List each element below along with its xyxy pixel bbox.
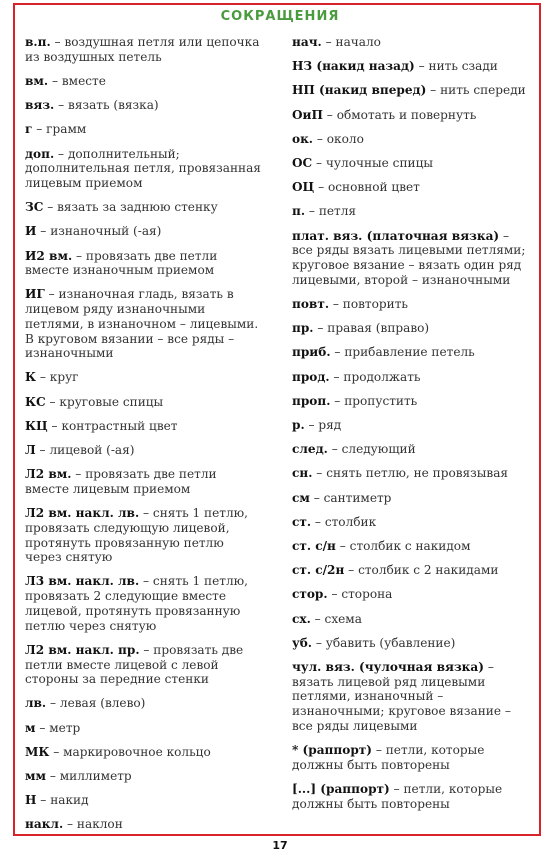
abbreviation-term: м bbox=[25, 720, 36, 735]
abbreviation-entry: И2 вм. – провязать две петли вместе изнаночным приемом bbox=[25, 248, 218, 278]
abbreviation-entry: доп. – дополнительный; дополнительная петля, провязанная лицевым приемом bbox=[25, 146, 261, 190]
abbreviation-definition: круговые спицы bbox=[59, 394, 164, 409]
abbreviation-entry: [...] (раппорт) – петли, которые должны быть повторены bbox=[292, 781, 503, 811]
abbreviation-term: Л2 вм. bbox=[25, 467, 72, 482]
abbreviation-entry: КС – круговые спицы bbox=[25, 394, 164, 409]
abbreviation-entry: стор. – сторона bbox=[292, 587, 393, 602]
abbreviation-term: ИГ bbox=[25, 287, 45, 302]
abbreviation-entry: проп. – пропустить bbox=[292, 393, 418, 408]
abbreviation-term: стор. bbox=[292, 587, 328, 602]
abbreviation-entry: см – сантиметр bbox=[292, 490, 392, 505]
abbreviation-definition: провязать две петли вместе изнаночным приемом bbox=[25, 248, 218, 278]
abbreviation-term: пр. bbox=[292, 321, 314, 336]
abbreviation-term: К bbox=[25, 370, 37, 385]
abbreviation-entry: И – изнаночный (-ая) bbox=[25, 224, 162, 239]
abbreviation-definition: петля bbox=[318, 204, 357, 219]
abbreviation-entry: НЗ (накид назад) – нить сзади bbox=[292, 59, 498, 74]
abbreviation-definition: провязать две петли вместе лицевым приемом bbox=[25, 467, 217, 496]
abbreviation-term: КЦ bbox=[25, 418, 48, 433]
abbreviation-definition: петли, которые должны быть повторены bbox=[292, 743, 485, 772]
abbreviation-definition: миллиметр bbox=[59, 769, 132, 784]
abbreviation-definition: снять 1 петлю, провязать следующую лицевой, протянуть провязанную петлю через снятую bbox=[25, 506, 249, 565]
abbreviation-entry: ст. с/н – столбик с накидом bbox=[292, 538, 471, 553]
abbreviation-term: сн. bbox=[292, 466, 313, 481]
abbreviation-definition: петли, которые должны быть повторены bbox=[292, 781, 503, 811]
abbreviations-left-column bbox=[25, 35, 261, 842]
abbreviation-term: прод. bbox=[292, 369, 330, 384]
abbreviation-entry: ИГ – изнаночная гладь, вязать в лицевом ряду изнаночными петлями, в изнаночном – лицевыми. В круговом вязании – все ряды – изнаночными bbox=[25, 287, 259, 361]
abbreviation-definition: нить сзади bbox=[428, 59, 498, 74]
abbreviation-term: ок. bbox=[292, 131, 314, 146]
abbreviation-term: сх. bbox=[292, 611, 311, 626]
abbreviation-term: ЗС bbox=[25, 200, 44, 215]
abbreviation-term: лв. bbox=[25, 696, 47, 711]
abbreviation-definition: маркировочное кольцо bbox=[63, 744, 211, 759]
abbreviation-entry: м – метр bbox=[25, 720, 81, 735]
abbreviation-definition: вязать за заднюю стенку bbox=[57, 200, 218, 215]
abbreviation-definition: вязать (вязка) bbox=[68, 98, 159, 113]
abbreviation-term: Л2 вм. накл. лв. bbox=[25, 506, 140, 521]
abbreviation-term: мм bbox=[25, 769, 47, 784]
abbreviation-definition: наклон bbox=[76, 817, 123, 832]
abbreviation-entry: ЗС – вязать за заднюю стенку bbox=[25, 200, 218, 215]
abbreviation-term: проп. bbox=[292, 393, 331, 408]
abbreviation-entry: ст. – столбик bbox=[292, 514, 377, 529]
abbreviation-term: чул. вяз. (чулочная вязка) bbox=[292, 659, 484, 674]
abbreviation-term: [...] (раппорт) bbox=[292, 781, 390, 796]
abbreviation-term: вм. bbox=[25, 73, 49, 88]
abbreviation-term: г bbox=[25, 122, 33, 137]
abbreviation-entry: плат. вяз. (платочная вязка) – все ряды вязать лицевыми петлями; круговое вязание – вязать один ряд лицевыми, второй – изнаночными bbox=[292, 228, 526, 287]
abbreviation-entry: ОиП – обмотать и повернуть bbox=[292, 107, 477, 122]
abbreviation-entry: нач. – начало bbox=[292, 35, 381, 49]
abbreviation-term: повт. bbox=[292, 296, 330, 311]
abbreviation-term: см bbox=[292, 490, 310, 505]
abbreviation-definition: продолжать bbox=[343, 369, 421, 384]
abbreviation-term: след. bbox=[292, 442, 328, 457]
abbreviation-term: ОиП bbox=[292, 107, 323, 122]
abbreviation-entry: ОС – чулочные спицы bbox=[292, 156, 433, 171]
abbreviations-right-column bbox=[292, 35, 528, 821]
abbreviation-term: * (раппорт) bbox=[292, 743, 372, 757]
abbreviation-term: накл. bbox=[25, 817, 64, 832]
abbreviation-definition: прибавление петель bbox=[344, 345, 475, 360]
abbreviation-definition: лицевой (-ая) bbox=[49, 443, 135, 458]
abbreviation-entry: вм. – вместе bbox=[25, 73, 106, 88]
abbreviation-entry: Л2 вм. – провязать две петли вместе лицевым приемом bbox=[25, 467, 217, 496]
abbreviation-definition: метр bbox=[49, 720, 81, 735]
abbreviation-term: доп. bbox=[25, 146, 55, 161]
abbreviation-term: ОЦ bbox=[292, 180, 315, 195]
abbreviation-definition: изнаночный (-ая) bbox=[50, 224, 162, 239]
abbreviation-term: Л bbox=[25, 443, 36, 458]
abbreviation-definition: провязать две петли вместе лицевой с левой стороны за передние стенки bbox=[25, 642, 244, 687]
abbreviation-entry: ок. – около bbox=[292, 131, 364, 146]
abbreviation-entry: сн. – снять петлю, не провязывая bbox=[292, 466, 509, 481]
abbreviation-definition: пропустить bbox=[344, 393, 418, 408]
abbreviation-entry: Л3 вм. накл. лв. – снять 1 петлю, провязать 2 следующие вместе лицевой, протянуть провязанную петлю через снятую bbox=[25, 574, 249, 633]
abbreviation-definition: сторона bbox=[341, 587, 393, 602]
abbreviation-entry: Л2 вм. накл. лв. – снять 1 петлю, провязать следующую лицевой, протянуть провязанную петлю через снятую bbox=[25, 506, 249, 565]
abbreviation-term: р. bbox=[292, 417, 305, 432]
abbreviation-entry: Л2 вм. накл. пр. – провязать две петли вместе лицевой с левой стороны за передние стенки bbox=[25, 642, 244, 687]
abbreviation-entry: НП (накид вперед) – нить спереди bbox=[292, 83, 526, 98]
abbreviation-definition: круг bbox=[49, 370, 79, 385]
abbreviation-definition: около bbox=[326, 131, 364, 146]
abbreviation-entry: вяз. – вязать (вязка) bbox=[25, 98, 159, 113]
abbreviation-term: ст. bbox=[292, 514, 312, 529]
abbreviation-definition: вместе bbox=[61, 73, 106, 88]
abbreviation-term: в.п. bbox=[25, 35, 51, 49]
abbreviation-definition: столбик с накидом bbox=[349, 538, 471, 553]
abbreviation-definition: начало bbox=[335, 35, 381, 49]
abbreviation-definition: схема bbox=[324, 611, 362, 626]
abbreviation-definition: повторить bbox=[342, 296, 408, 311]
abbreviation-definition: убавить (убавление) bbox=[325, 635, 456, 650]
abbreviation-definition: обмотать и повернуть bbox=[336, 107, 477, 122]
abbreviation-term: КС bbox=[25, 394, 46, 409]
page-title: СОКРАЩЕНИЯ bbox=[220, 9, 340, 24]
abbreviation-term: плат. вяз. (платочная вязка) bbox=[292, 228, 500, 243]
abbreviation-entry: в.п. – воздушная петля или цепочка из воздушных петель bbox=[25, 35, 260, 64]
abbreviation-definition: чулочные спицы bbox=[325, 156, 433, 171]
abbreviation-entry: КЦ – контрастный цвет bbox=[25, 418, 178, 433]
abbreviation-definition: снять петлю, не провязывая bbox=[326, 466, 509, 481]
abbreviation-entry: р. – ряд bbox=[292, 417, 342, 432]
abbreviation-entry: К – круг bbox=[25, 370, 79, 385]
abbreviation-definition: следующий bbox=[341, 442, 416, 457]
abbreviation-definition: все ряды вязать лицевыми петлями; круговое вязание – вязать один ряд лицевыми, второй – изнаночными bbox=[292, 243, 526, 287]
abbreviation-definition: столбик bbox=[324, 514, 377, 529]
abbreviation-entry: лв. – левая (влево) bbox=[25, 696, 146, 711]
abbreviation-term: ст. с/2н bbox=[292, 563, 345, 578]
abbreviation-definition: сантиметр bbox=[323, 490, 392, 505]
abbreviation-term: вяз. bbox=[25, 98, 55, 113]
abbreviation-entry: пр. – правая (вправо) bbox=[292, 321, 430, 336]
abbreviation-entry: мм – миллиметр bbox=[25, 769, 132, 784]
abbreviation-entry: прод. – продолжать bbox=[292, 369, 421, 384]
page-number: 17 bbox=[272, 839, 288, 852]
abbreviation-entry: повт. – повторить bbox=[292, 296, 408, 311]
abbreviation-entry: приб. – прибавление петель bbox=[292, 345, 475, 360]
abbreviation-definition: вязать лицевой ряд лицевыми петлями, изнаночный – изнаночными; круговое вязание – все ряды лицевыми bbox=[292, 674, 511, 733]
abbreviation-definition: накид bbox=[50, 793, 89, 808]
abbreviation-definition: грамм bbox=[46, 122, 87, 137]
abbreviation-term: НП (накид вперед) bbox=[292, 83, 427, 98]
abbreviation-term: НЗ (накид назад) bbox=[292, 59, 415, 74]
abbreviation-definition: ряд bbox=[318, 417, 342, 432]
abbreviation-entry: уб. – убавить (убавление) bbox=[292, 635, 456, 650]
abbreviation-term: ОС bbox=[292, 156, 313, 171]
abbreviation-term: Л3 вм. накл. лв. bbox=[25, 574, 140, 589]
abbreviation-term: нач. bbox=[292, 35, 322, 49]
abbreviation-definition: контрастный цвет bbox=[61, 418, 178, 433]
abbreviation-term: Н bbox=[25, 793, 37, 808]
abbreviation-definition: левая (влево) bbox=[59, 696, 146, 711]
abbreviation-entry: г – грамм bbox=[25, 122, 87, 137]
abbreviation-definition: правая (вправо) bbox=[327, 321, 430, 336]
abbreviation-definition: нить спереди bbox=[440, 83, 526, 98]
abbreviation-definition: столбик с 2 накидами bbox=[358, 563, 499, 578]
abbreviation-term: приб. bbox=[292, 345, 331, 360]
abbreviation-entry: Н – накид bbox=[25, 793, 89, 808]
abbreviation-term: ст. с/н bbox=[292, 538, 336, 553]
abbreviation-entry: Л – лицевой (-ая) bbox=[25, 443, 135, 458]
abbreviation-entry: чул. вяз. (чулочная вязка) – вязать лицевой ряд лицевыми петлями, изнаночный – изнаночными; круговое вязание – все ряды лицевыми bbox=[292, 659, 511, 733]
abbreviation-entry: след. – следующий bbox=[292, 442, 416, 457]
abbreviation-entry: накл. – наклон bbox=[25, 817, 123, 832]
abbreviation-entry: ОЦ – основной цвет bbox=[292, 180, 420, 195]
abbreviation-entry: * (раппорт) – петли, которые должны быть повторены bbox=[292, 743, 485, 772]
abbreviation-definition: основной цвет bbox=[327, 180, 420, 195]
abbreviation-definition: снять 1 петлю, провязать 2 следующие вместе лицевой, протянуть провязанную петлю через снятую bbox=[25, 574, 249, 633]
abbreviation-term: п. bbox=[292, 204, 306, 219]
abbreviation-entry: МК – маркировочное кольцо bbox=[25, 744, 211, 759]
abbreviation-term: Л2 вм. накл. пр. bbox=[25, 642, 140, 657]
abbreviation-entry: п. – петля bbox=[292, 204, 357, 219]
abbreviation-term: И2 вм. bbox=[25, 248, 73, 263]
abbreviation-definition: воздушная петля или цепочка из воздушных петель bbox=[25, 35, 260, 64]
abbreviation-term: МК bbox=[25, 744, 50, 759]
abbreviation-term: уб. bbox=[292, 635, 313, 650]
abbreviation-definition: дополнительный; дополнительная петля, провязанная лицевым приемом bbox=[25, 146, 261, 190]
abbreviation-term: И bbox=[25, 224, 37, 239]
abbreviation-entry: сх. – схема bbox=[292, 611, 362, 626]
abbreviation-entry: ст. с/2н – столбик с 2 накидами bbox=[292, 563, 499, 578]
abbreviation-definition: изнаночная гладь, вязать в лицевом ряду изнаночными петлями, в изнаночном – лицевыми. В круговом вязании – все ряды – изнаночными bbox=[25, 287, 259, 361]
